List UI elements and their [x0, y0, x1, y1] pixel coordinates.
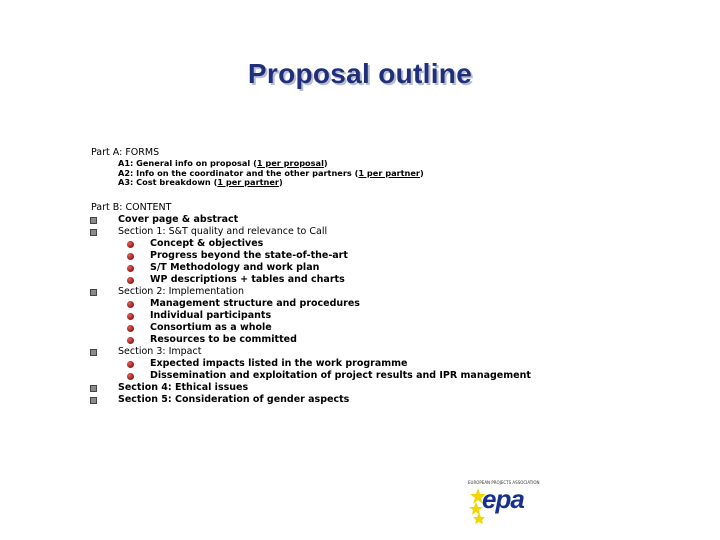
- logo-caption: EUROPEAN PROJECTS ASSOCIATION: [468, 480, 540, 485]
- square-bullet-icon: [90, 229, 97, 236]
- round-bullet-icon: [127, 241, 134, 248]
- round-bullet-icon: [127, 265, 134, 272]
- round-bullet-icon: [127, 361, 134, 368]
- item-label: Expected impacts listed in the work programme: [150, 357, 408, 369]
- form-a2-text: A2: Info on the coordinator and the other partners (: [118, 167, 359, 178]
- round-bullet-icon: [127, 301, 134, 308]
- sub-item: [91, 238, 691, 250]
- form-a2-scope: 1 per partner: [358, 167, 420, 178]
- round-bullet-icon: [127, 373, 134, 380]
- list-item-cover: [91, 214, 691, 226]
- item-label: Section 4: Ethical issues: [118, 381, 249, 393]
- item-label: Dissemination and exploitation of project results and IPR management: [150, 369, 531, 381]
- round-bullet-icon: [127, 277, 134, 284]
- sub-item: [91, 310, 691, 322]
- sub-item: [91, 250, 691, 262]
- sub-item: [91, 298, 691, 310]
- item-label: Section 5: Consideration of gender aspects: [118, 393, 350, 405]
- item-label: Cover page & abstract: [118, 213, 239, 225]
- square-bullet-icon: [90, 385, 97, 392]
- square-bullet-icon: [90, 397, 97, 404]
- sub-item: [91, 322, 691, 334]
- epa-logo: [466, 480, 540, 524]
- item-label: Management structure and procedures: [150, 297, 360, 309]
- part-a-heading: Part A: FORMS: [91, 147, 160, 158]
- logo-wordmark: epa: [482, 484, 524, 514]
- sub-item: [91, 274, 691, 286]
- round-bullet-icon: [127, 253, 134, 260]
- form-a1-end: ): [323, 158, 328, 168]
- sub-item: [91, 370, 691, 382]
- sub-item: [91, 262, 691, 274]
- form-a3-scope: 1 per partner: [217, 177, 279, 188]
- item-label: Section 2: Implementation: [118, 285, 245, 297]
- form-a2-end: ): [419, 167, 424, 178]
- item-label: Concept & objectives: [150, 237, 264, 249]
- square-bullet-icon: [90, 349, 97, 356]
- form-a1-scope: 1 per proposal: [256, 158, 324, 168]
- form-a1-text: A1: General info on proposal (: [118, 158, 257, 168]
- list-item-section3: [91, 346, 691, 358]
- round-bullet-icon: [127, 325, 134, 332]
- item-label: Consortium as a whole: [150, 321, 272, 333]
- list-item-section4: [91, 382, 691, 394]
- form-a3-text: A3: Cost breakdown (: [118, 177, 218, 188]
- item-label: Progress beyond the state-of-the-art: [150, 249, 348, 261]
- square-bullet-icon: [90, 217, 97, 224]
- list-item-section5: [91, 394, 691, 406]
- square-bullet-icon: [90, 289, 97, 296]
- outline-content: [91, 147, 691, 406]
- sub-item: [91, 334, 691, 346]
- item-label: Resources to be committed: [150, 333, 297, 345]
- list-item-section1: [91, 226, 691, 238]
- item-label: Section 1: S&T quality and relevance to Call: [118, 225, 328, 237]
- slide-title: Proposal outline: [247, 58, 473, 89]
- round-bullet-icon: [127, 313, 134, 320]
- item-label: S/T Methodology and work plan: [150, 261, 320, 273]
- sub-item: [91, 358, 691, 370]
- item-label: Individual participants: [150, 309, 272, 321]
- item-label: Section 3: Impact: [118, 345, 202, 357]
- part-b-heading: Part B: CONTENT: [91, 201, 172, 213]
- round-bullet-icon: [127, 337, 134, 344]
- form-a3: [118, 178, 691, 188]
- item-label: WP descriptions + tables and charts: [150, 273, 345, 285]
- list-item-section2: [91, 286, 691, 298]
- part-a-list: [118, 159, 691, 188]
- form-a3-end: ): [278, 177, 283, 188]
